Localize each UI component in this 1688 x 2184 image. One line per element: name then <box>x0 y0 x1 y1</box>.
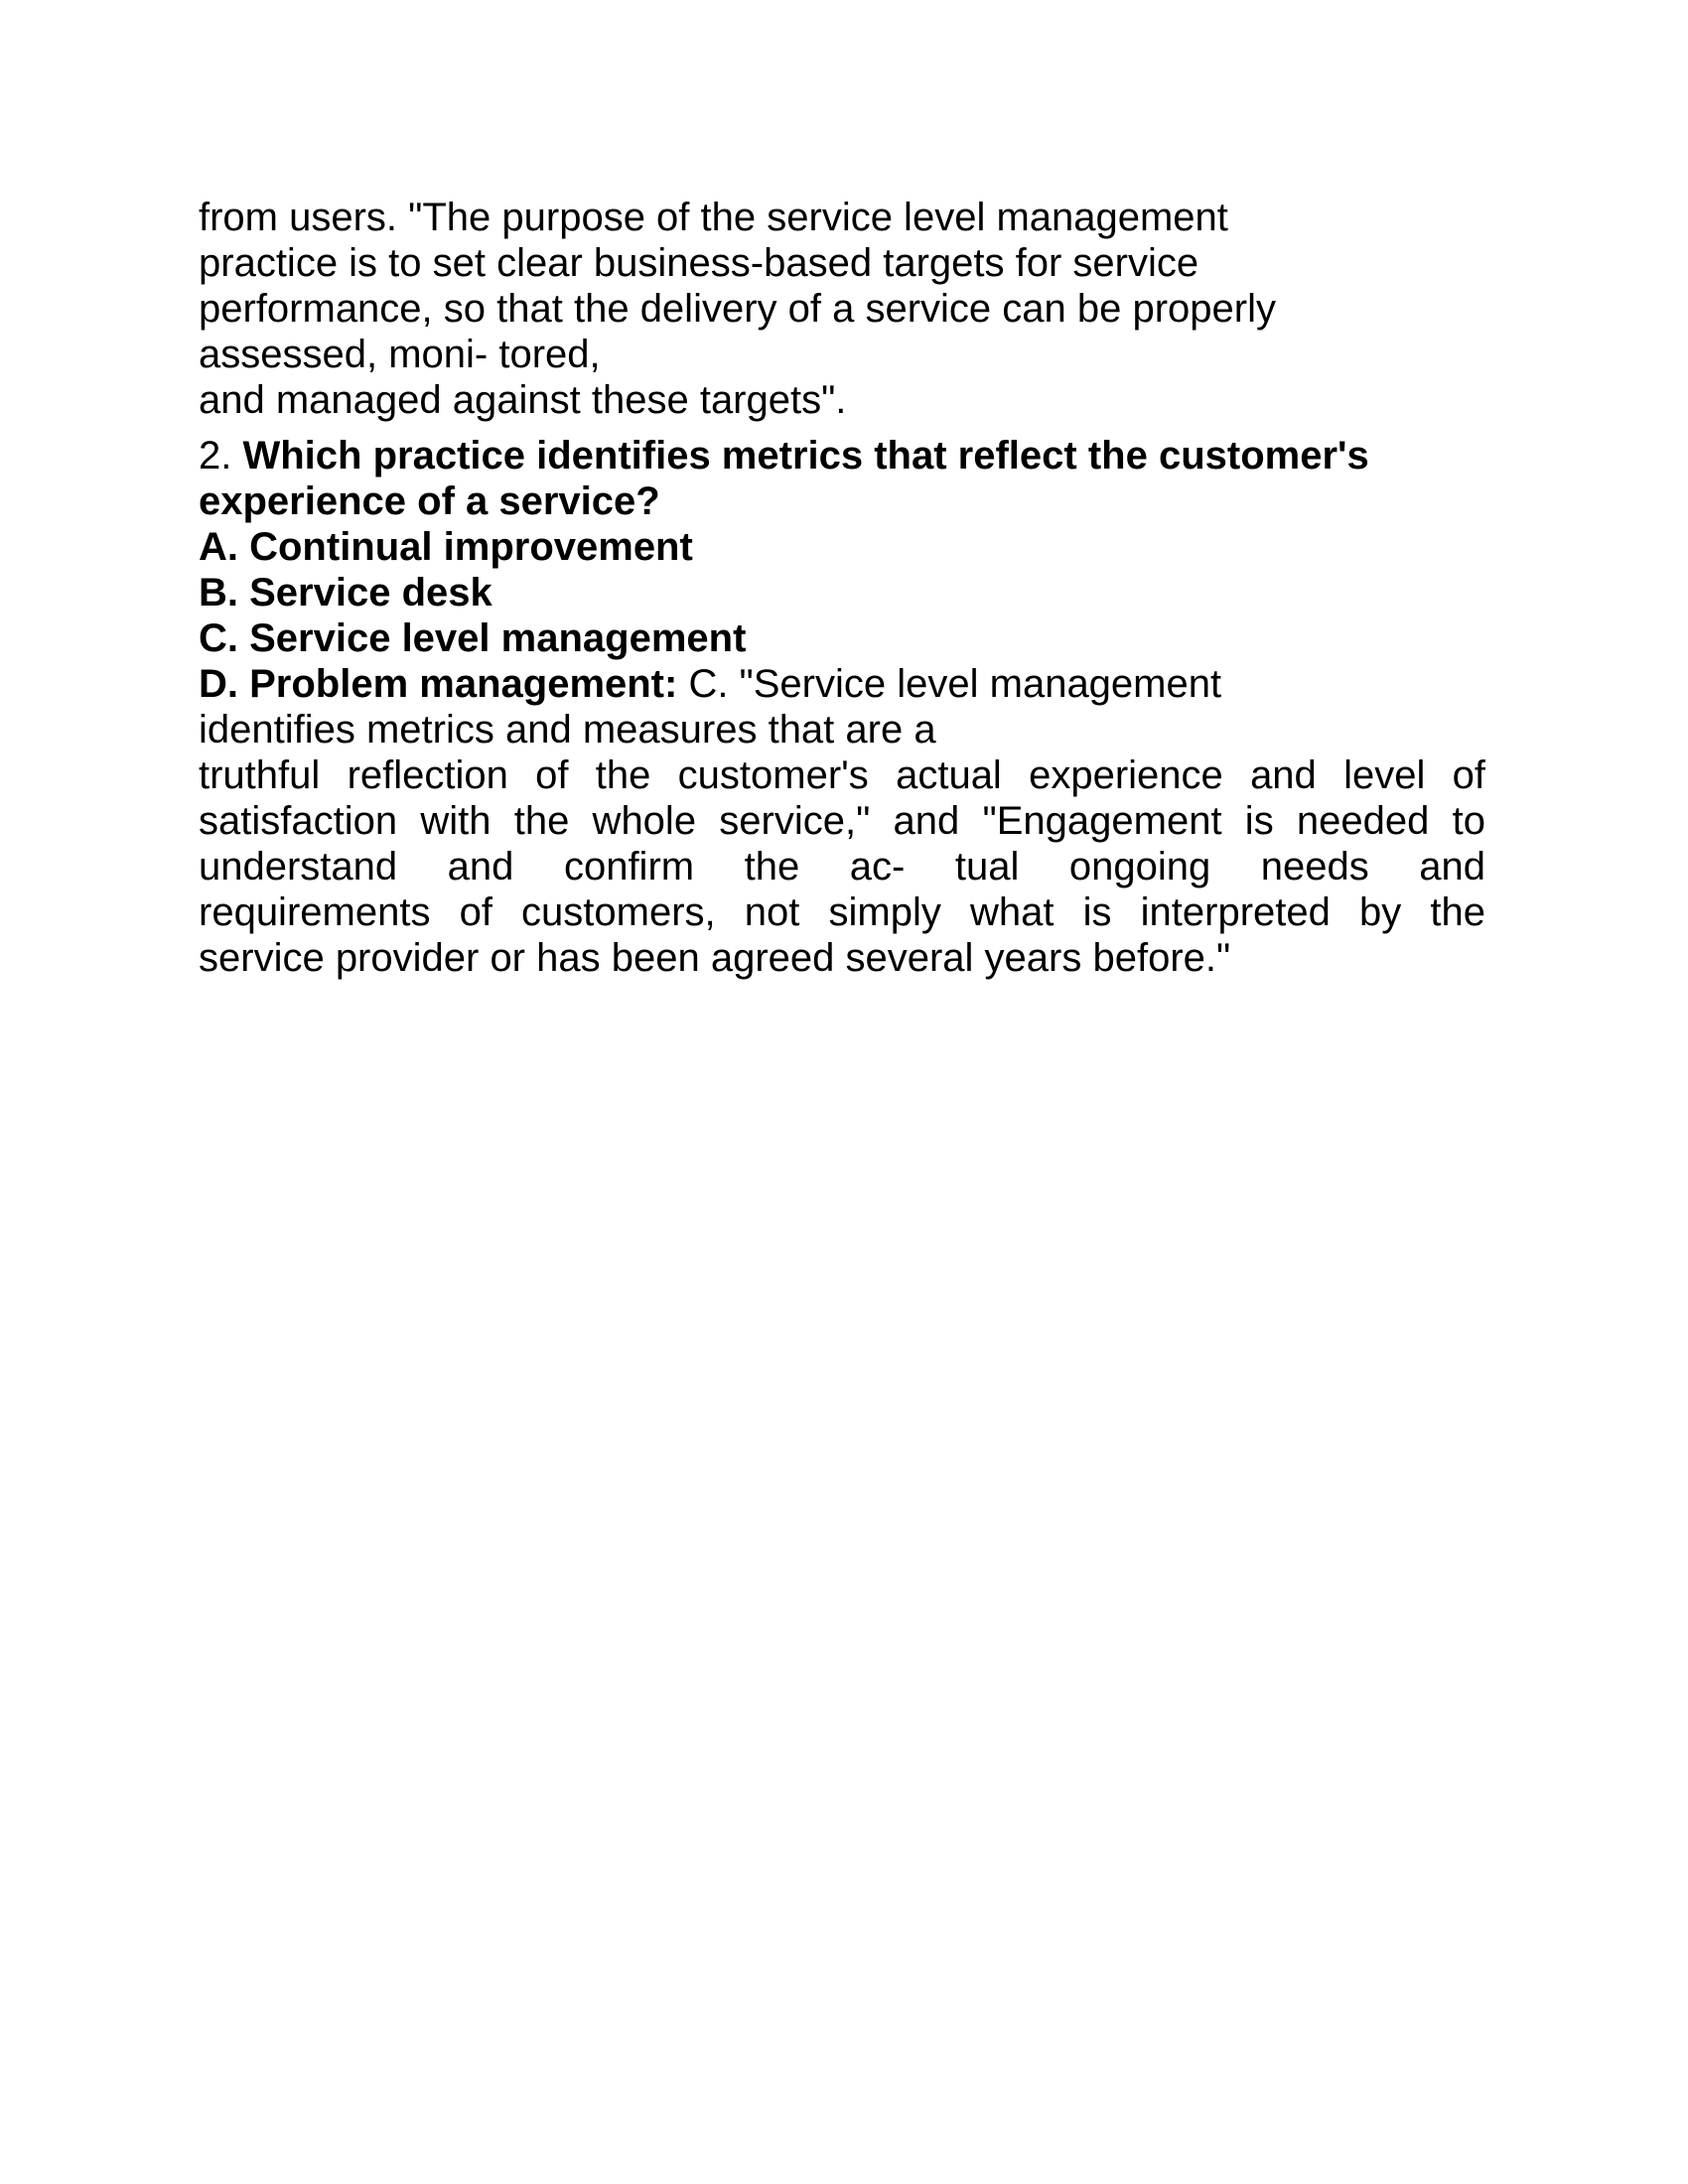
option-a: A. Continual improvement <box>199 525 693 569</box>
answer-line: service provider or has been agreed several years before." <box>199 936 1231 980</box>
option-b: B. Service desk <box>199 571 492 614</box>
document-page <box>199 195 1489 981</box>
option-d: D. Problem management: <box>199 662 678 706</box>
answer-line: understand and confirm the ac- tual ongoing needs and <box>199 845 1485 888</box>
answer-explanation <box>199 707 1485 981</box>
option-d-line <box>199 661 1489 707</box>
intro-line: performance, so that the delivery of a service can be properly <box>199 287 1276 331</box>
answer-line: truthful reflection of the customer's actual experience and level of <box>199 753 1485 797</box>
option-c: C. Service level management <box>199 616 747 660</box>
question-block <box>199 433 1489 707</box>
question-number: 2. <box>199 434 232 478</box>
question-text: Which practice identifies metrics that reflect the customer's <box>242 434 1369 478</box>
intro-paragraph <box>199 195 1489 423</box>
intro-line: assessed, moni- tored, <box>199 333 601 376</box>
answer-line: requirements of customers, not simply what is interpreted by the <box>199 890 1485 934</box>
answer-line: satisfaction with the whole service," and "Engagement is needed to <box>199 799 1485 843</box>
answer-start: C. "Service level management <box>677 662 1222 706</box>
question-line-1 <box>199 433 1489 478</box>
intro-line: practice is to set clear business-based targets for service <box>199 241 1199 285</box>
answer-line: identifies metrics and measures that are a <box>199 708 936 751</box>
intro-line: from users. "The purpose of the service level management <box>199 196 1228 239</box>
question-text-continued: experience of a service? <box>199 479 660 523</box>
intro-line: and managed against these targets". <box>199 378 847 422</box>
